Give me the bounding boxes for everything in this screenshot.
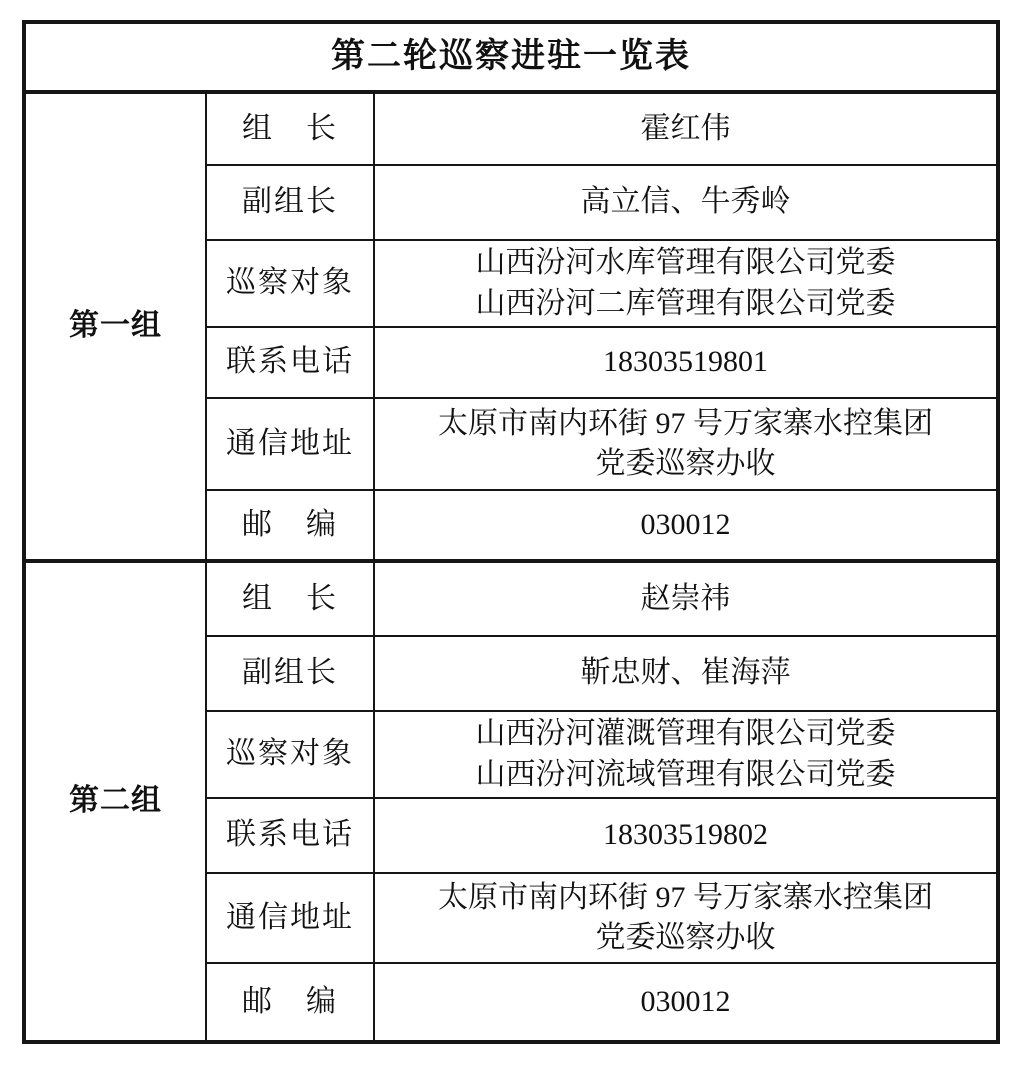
group-1-address-label: 通信地址 xyxy=(206,398,374,490)
group-1-phone-value: 18303519801 xyxy=(374,327,998,398)
group-2-address-value xyxy=(374,873,998,963)
group-1-targets-label: 巡察对象 xyxy=(206,240,374,327)
group-2-postcode-label: 邮 编 xyxy=(206,963,374,1042)
group-1-postcode-label: 邮 编 xyxy=(206,490,374,561)
group-1-address-line-1: 太原市南内环街 97 号万家寨水控集团 xyxy=(438,406,933,440)
group-2-targets-value xyxy=(374,711,998,798)
group-2-targets-label: 巡察对象 xyxy=(206,711,374,798)
group-1-target-1: 山西汾河水库管理有限公司党委 xyxy=(475,246,896,279)
group-1-leader-value: 霍红伟 xyxy=(374,92,998,165)
group-1-address-value xyxy=(374,398,998,490)
inspection-roster-table xyxy=(22,20,1000,1044)
group-1-target-2: 山西汾河二库管理有限公司党委 xyxy=(475,286,896,320)
group-2-leader-value: 赵崇祎 xyxy=(374,561,998,636)
group-1-deputy-value: 高立信、牛秀岭 xyxy=(374,165,998,240)
group-2-address-line-1: 太原市南内环街 97 号万家寨水控集团 xyxy=(438,880,933,914)
group-2-postcode-value: 030012 xyxy=(374,963,998,1042)
group-1-postcode-value: 030012 xyxy=(374,490,998,561)
group-1-label: 第一组 xyxy=(24,92,206,561)
group-1-deputy-label: 副组长 xyxy=(206,165,374,240)
group-2-target-2: 山西汾河流域管理有限公司党委 xyxy=(475,757,896,791)
group-2-deputy-value: 靳忠财、崔海萍 xyxy=(374,636,998,711)
group-1-targets-value xyxy=(374,240,998,327)
group-2-phone-label: 联系电话 xyxy=(206,798,374,873)
group-2-label: 第二组 xyxy=(24,561,206,1042)
group-2-address-line-2: 党委巡察办收 xyxy=(595,921,776,954)
group-2-phone-value: 18303519802 xyxy=(374,798,998,873)
group-2-leader-label: 组 长 xyxy=(206,561,374,636)
table-title: 第二轮巡察进驻一览表 xyxy=(24,22,998,92)
group-2-deputy-label: 副组长 xyxy=(206,636,374,711)
group-2-target-1: 山西汾河灌溉管理有限公司党委 xyxy=(475,717,896,750)
group-1-leader-label: 组 长 xyxy=(206,92,374,165)
group-2-address-label: 通信地址 xyxy=(206,873,374,963)
group-1-phone-label: 联系电话 xyxy=(206,327,374,398)
group-1-address-line-2: 党委巡察办收 xyxy=(595,447,776,480)
